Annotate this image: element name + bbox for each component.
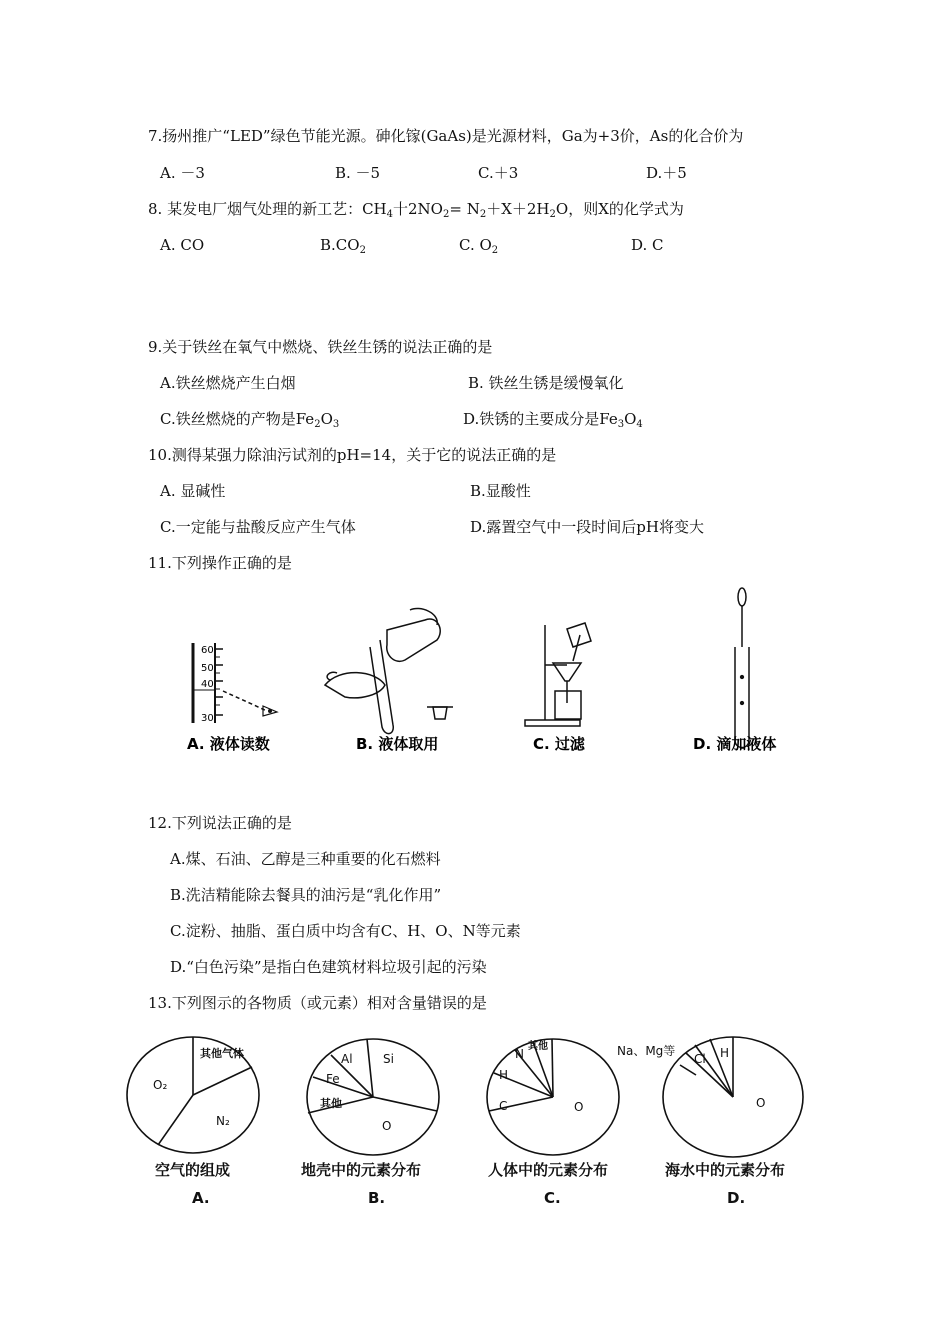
pie-a-label-o2: O₂ (153, 1078, 168, 1092)
caption-b: B. 液体取用 (356, 735, 439, 753)
pie-a-label-other: 其他气体 (200, 1047, 244, 1060)
dropper-test-tube-illustration (735, 588, 749, 748)
pie-c-label-c: C (499, 1099, 508, 1113)
pie-d-label-h: H (720, 1046, 730, 1060)
q8-option-d: D. C (631, 236, 664, 254)
question-12-stem: 12.下列说法正确的是 (148, 814, 292, 832)
q10-option-a: A. 显碱性 (160, 482, 226, 500)
pie-b-label-al: Al (341, 1052, 353, 1066)
q10-option-c: C.一定能与盐酸反应产生气体 (160, 518, 356, 536)
pie-d-caption: 海水中的元素分布 (665, 1161, 786, 1179)
q7-option-b: B. －5 (335, 164, 381, 182)
q12-option-d: D.“白色污染”是指白色建筑材料垃圾引起的污染 (170, 958, 487, 976)
scale-tick-30: 30 (201, 713, 214, 724)
scale-tick-60: 60 (201, 645, 214, 656)
q9-option-a: A.铁丝燃烧产生白烟 (160, 374, 296, 392)
question-9-stem: 9.关于铁丝在氧气中燃烧、铁丝生锈的说法正确的是 (148, 338, 493, 356)
q12-option-c: C.淀粉、抽脂、蛋白质中均含有C、H、O、N等元素 (170, 922, 521, 940)
q10-option-d: D.露置空气中一段时间后pH将变大 (470, 518, 704, 536)
q9-option-c: C.铁丝燃烧的产物是$Fe_2O_3$ (160, 410, 340, 430)
pie-d-label-cl: Cl (694, 1052, 706, 1066)
q8-option-b: $B.CO_2$ (320, 236, 366, 256)
pie-d-letter: D. (727, 1189, 746, 1207)
question-13-stem: 13.下列图示的各物质（或元素）相对含量错误的是 (148, 994, 487, 1012)
q9-option-d: D.铁锈的主要成分是$Fe_3O_4$ (463, 410, 643, 430)
pie-c-letter: C. (544, 1189, 561, 1207)
pie-b-letter: B. (368, 1189, 386, 1207)
caption-c: C. 过滤 (533, 735, 585, 753)
q8-option-a: A. CO (160, 236, 205, 254)
scale-tick-40: 40 (201, 679, 214, 690)
q9-option-b: B. 铁丝生锈是缓慢氧化 (468, 374, 624, 392)
question-8-stem: 8. 某发电厂烟气处理的新工艺：$CH_4$十$2NO_2= N_2+X+2H_2O$，则X的化学式为 (148, 200, 684, 220)
pie-a-label-n2: N₂ (216, 1114, 230, 1128)
pie-a-caption: 空气的组成 (155, 1161, 231, 1179)
pie-b-label-fe: Fe (326, 1072, 340, 1086)
q7-option-a: A. －3 (160, 164, 205, 182)
lab-operations-figure (175, 585, 790, 760)
pie-b-label-si: Si (383, 1052, 394, 1066)
q12-option-b: B.洗洁精能除去餐具的油污是“乳化作用” (170, 886, 442, 904)
filtration-illustration (525, 623, 591, 726)
pie-a-letter: A. (192, 1189, 210, 1207)
question-10-stem: 10.测得某强力除油污试剂的pH=14，关于它的说法正确的是 (148, 446, 557, 464)
pie-c-label-other: 其他 (528, 1041, 548, 1052)
caption-a: A. 液体读数 (187, 735, 270, 753)
q7-option-d: D.＋5 (646, 164, 687, 182)
pie-b-caption: 地壳中的元素分布 (301, 1161, 422, 1179)
scale-tick-50: 50 (201, 663, 214, 674)
q7-option-c: C.＋3 (478, 164, 519, 182)
q8-option-c: C. $O_2$ (459, 236, 499, 256)
q10-option-b: B.显酸性 (470, 482, 531, 500)
caption-d: D. 滴加液体 (693, 735, 777, 753)
element-pie-charts-figure (120, 1025, 820, 1215)
pie-c-label-o: O (574, 1100, 584, 1114)
q12-option-a: A.煤、石油、乙醇是三种重要的化石燃料 (170, 850, 441, 868)
pie-c-caption: 人体中的元素分布 (488, 1161, 609, 1179)
pie-d-label-na-mg: Na、Mg等 (617, 1044, 676, 1058)
graduated-cylinder-illustration (193, 643, 277, 724)
question-7-stem: 7.扬州推广“LED”绿色节能光源。砷化镓(GaAs)是光源材料，Ga为+3价，As的化合价为 (148, 127, 744, 145)
pie-c-label-h: H (499, 1068, 509, 1082)
question-11-stem: 11.下列操作正确的是 (148, 554, 292, 572)
pie-b-label-o: O (382, 1119, 392, 1133)
pie-d-label-o: O (756, 1096, 766, 1110)
pie-c-label-n: N (515, 1047, 524, 1061)
liquid-pouring-illustration (325, 608, 453, 733)
pie-b-label-other: 其他 (320, 1097, 342, 1110)
